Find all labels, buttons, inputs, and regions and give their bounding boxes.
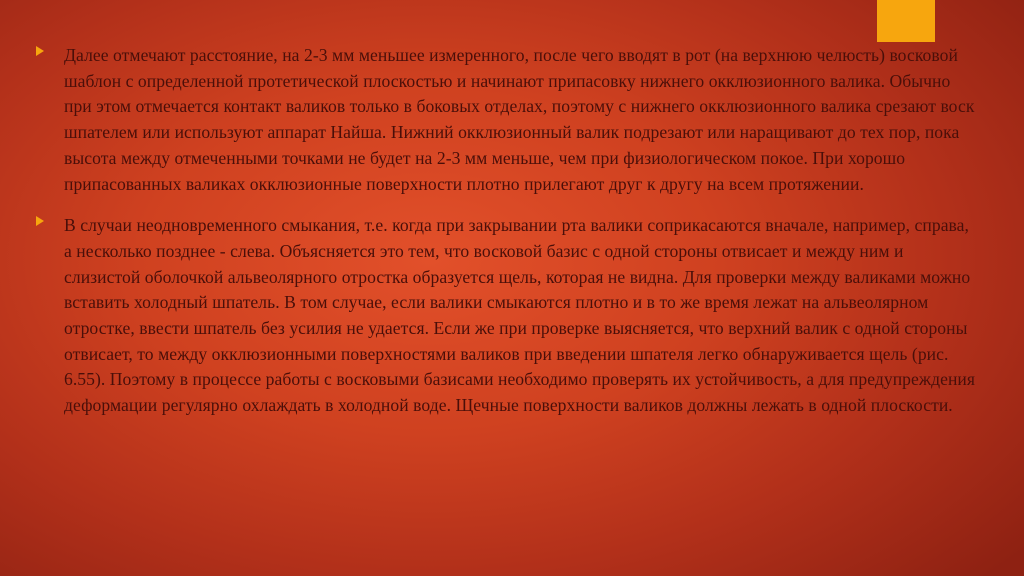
bullet-paragraph: [36, 213, 976, 419]
slide-body: [36, 43, 976, 435]
paragraph-text: В случаи неодновременного смыкания, т.е. когда при закрывании рта валики соприкасаются вначале, например, справа, а несколько позднее - слева. Объясняется это тем, что восковой базис с одной стороны отвисает и между ним и слизистой оболочкой альвеолярного отростка образуется щель, которая не видна. Для проверки между валиками можно вставить холодный шпатель. В том случае, если валики смыкаются плотно и в то же время лежат на альвеолярном отростке, ввести шпатель без усилия не удается. Если же при проверке выясняется, что верхний валик с одной стороны отвисает, то между окклюзионными поверхностями валиков при введении шпателя легко обнаруживается щель (рис. 6.55). Поэтому в процессе работы с восковыми базисами необходимо проверять их устойчивость, а для предупреждения деформации регулярно охлаждать в холодной воде. Щечные поверхности валиков должны лежать в одной плоскости.: [64, 215, 976, 416]
accent-bar: [877, 0, 935, 42]
paragraph-text: Далее отмечают расстояние, на 2-3 мм меньшее измеренного, после чего вводят в рот (на верхнюю челюсть) восковой шаблон с определенной протетической плоскостью и начинают припасовку нижнего окклюзионного валика. Обычно при этом отмечается контакт валиков только в боковых отделах, поэтому с нижнего окклюзионного валика срезают воск шпателем или используют аппарат Найша. Нижний окклюзионный валик подрезают или наращивают до тех пор, пока высота между отмеченными точками не будет на 2-3 мм меньше, чем при физиологическом покое. При хорошо припасованных валиках окклюзионные поверхности плотно прилегают друг к другу на всем протяжении.: [64, 45, 975, 194]
triangle-bullet-icon: [36, 46, 44, 56]
bullet-paragraph: [36, 43, 976, 197]
triangle-bullet-icon: [36, 216, 44, 226]
